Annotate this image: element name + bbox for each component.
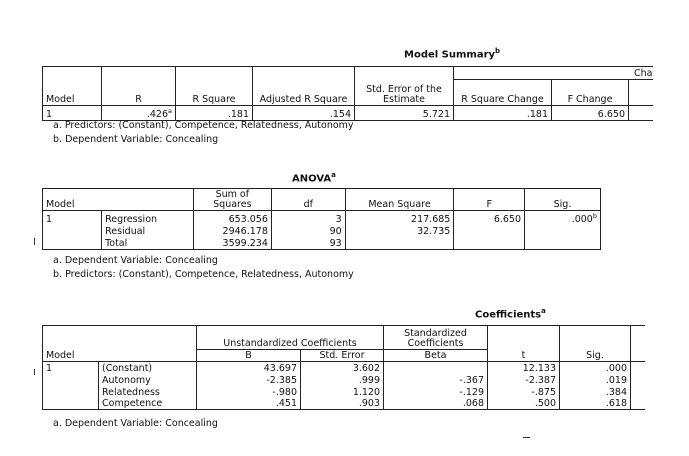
coef-sig: .618 [560, 398, 631, 410]
coef-std-error: 1.120 [301, 386, 384, 398]
coef-header-beta: Beta [384, 350, 488, 362]
coef-model-number: 1 [43, 362, 99, 374]
value-std-error-estimate: 5.721 [355, 106, 454, 121]
coef-t: .500 [488, 398, 560, 410]
anova-mean-square: 217.685 [345, 211, 454, 226]
change-statistics-header: Cha [454, 67, 653, 80]
coef-beta [384, 362, 488, 374]
coef-std-error: .999 [301, 374, 384, 386]
coef-header-sig: Sig. [560, 350, 631, 362]
header-std-error-estimate: Std. Error of the Estimate [355, 80, 454, 106]
anova-sig [525, 225, 601, 237]
coef-row-label: Relatedness [99, 386, 197, 398]
scan-mark [523, 437, 530, 438]
coef-t: -.875 [488, 386, 560, 398]
header-r: R [102, 80, 176, 106]
value-r-square: .181 [176, 106, 253, 121]
anova-sum-of-squares: 2946.178 [193, 225, 271, 237]
anova-sum-of-squares: 3599.234 [193, 237, 271, 249]
coef-std-error: 3.602 [301, 362, 384, 374]
coef-sig: .384 [560, 386, 631, 398]
coef-header-model: Model [43, 350, 197, 362]
value-adjusted-r-square: .154 [253, 106, 355, 121]
header-adjusted-r-square: Adjusted R Square [253, 80, 355, 106]
anova-f [454, 237, 525, 249]
coef-b: 43.697 [197, 362, 301, 374]
anova-mean-square [345, 237, 454, 249]
value-r: .426$^a$ [102, 106, 176, 121]
coef-header-b: B [197, 350, 301, 362]
coef-header-unstandardized: Unstandardized Coefficients [197, 326, 384, 350]
coef-row-label: Autonomy [99, 374, 197, 386]
coef-b: -.980 [197, 386, 301, 398]
anova-table [42, 188, 601, 250]
coef-b: .451 [197, 398, 301, 410]
coef-sig: .019 [560, 374, 631, 386]
anova-df: 3 [271, 211, 345, 226]
coef-std-error: .903 [301, 398, 384, 410]
scan-mark [34, 369, 35, 375]
model-summary-note-a: a. Predictors: (Constant), Competence, Relatedness, Autonomy [53, 120, 354, 131]
anova-header-sig: Sig. [525, 189, 601, 211]
header-model: Model [43, 80, 102, 106]
header-r-square: R Square [176, 80, 253, 106]
coef-row-label: (Constant) [99, 362, 197, 374]
coefficients-title: Coefficients$^a$ [475, 307, 546, 321]
anova-model-number: 1 [43, 211, 102, 226]
anova-mean-square: 32.735 [345, 225, 454, 237]
coef-t: -2.387 [488, 374, 560, 386]
anova-header-model: Model [43, 189, 194, 211]
anova-header-df: df [271, 189, 345, 211]
anova-sum-of-squares: 653.056 [193, 211, 271, 226]
anova-note-b: b. Predictors: (Constant), Competence, Relatedness, Autonomy [53, 269, 354, 280]
model-summary-table [42, 66, 653, 121]
header-f-change: F Change [552, 80, 629, 106]
anova-df: 90 [271, 225, 345, 237]
coefficients-table [42, 325, 645, 410]
coef-beta: .068 [384, 398, 488, 410]
header-r-square-change: R Square Change [454, 80, 552, 106]
coef-row-label: Competence [99, 398, 197, 410]
anova-header-f: F [454, 189, 525, 211]
coef-header-standardized: Standardized Coefficients [384, 326, 488, 350]
anova-sig [525, 237, 601, 249]
coef-sig: .000 [560, 362, 631, 374]
model-summary-note-b: b. Dependent Variable: Concealing [53, 134, 219, 145]
anova-header-mean-square: Mean Square [345, 189, 454, 211]
coef-header-std-error: Std. Error [301, 350, 384, 362]
model-summary-title: Model Summary$^b$ [404, 47, 501, 61]
coef-beta: -.129 [384, 386, 488, 398]
scan-mark [34, 238, 35, 245]
anova-f: 6.650 [454, 211, 525, 226]
anova-f [454, 225, 525, 237]
anova-note-a: a. Dependent Variable: Concealing [53, 255, 218, 266]
anova-df: 93 [271, 237, 345, 249]
anova-title: ANOVA$^a$ [292, 171, 336, 185]
coef-beta: -.367 [384, 374, 488, 386]
anova-row-label: Total [102, 237, 194, 249]
anova-row-label: Residual [102, 225, 194, 237]
anova-row-label: Regression [102, 211, 194, 226]
anova-header-sum-of-squares: Sum of Squares [193, 189, 271, 211]
value-f-change: 6.650 [552, 106, 629, 121]
coef-t: 12.133 [488, 362, 560, 374]
value-r-square-change: .181 [454, 106, 552, 121]
anova-sig: .000$^b$ [525, 211, 601, 226]
row-model-number: 1 [43, 106, 102, 121]
coefficients-note-a: a. Dependent Variable: Concealing [53, 418, 218, 429]
coef-header-t: t [488, 350, 560, 362]
coef-b: -2.385 [197, 374, 301, 386]
